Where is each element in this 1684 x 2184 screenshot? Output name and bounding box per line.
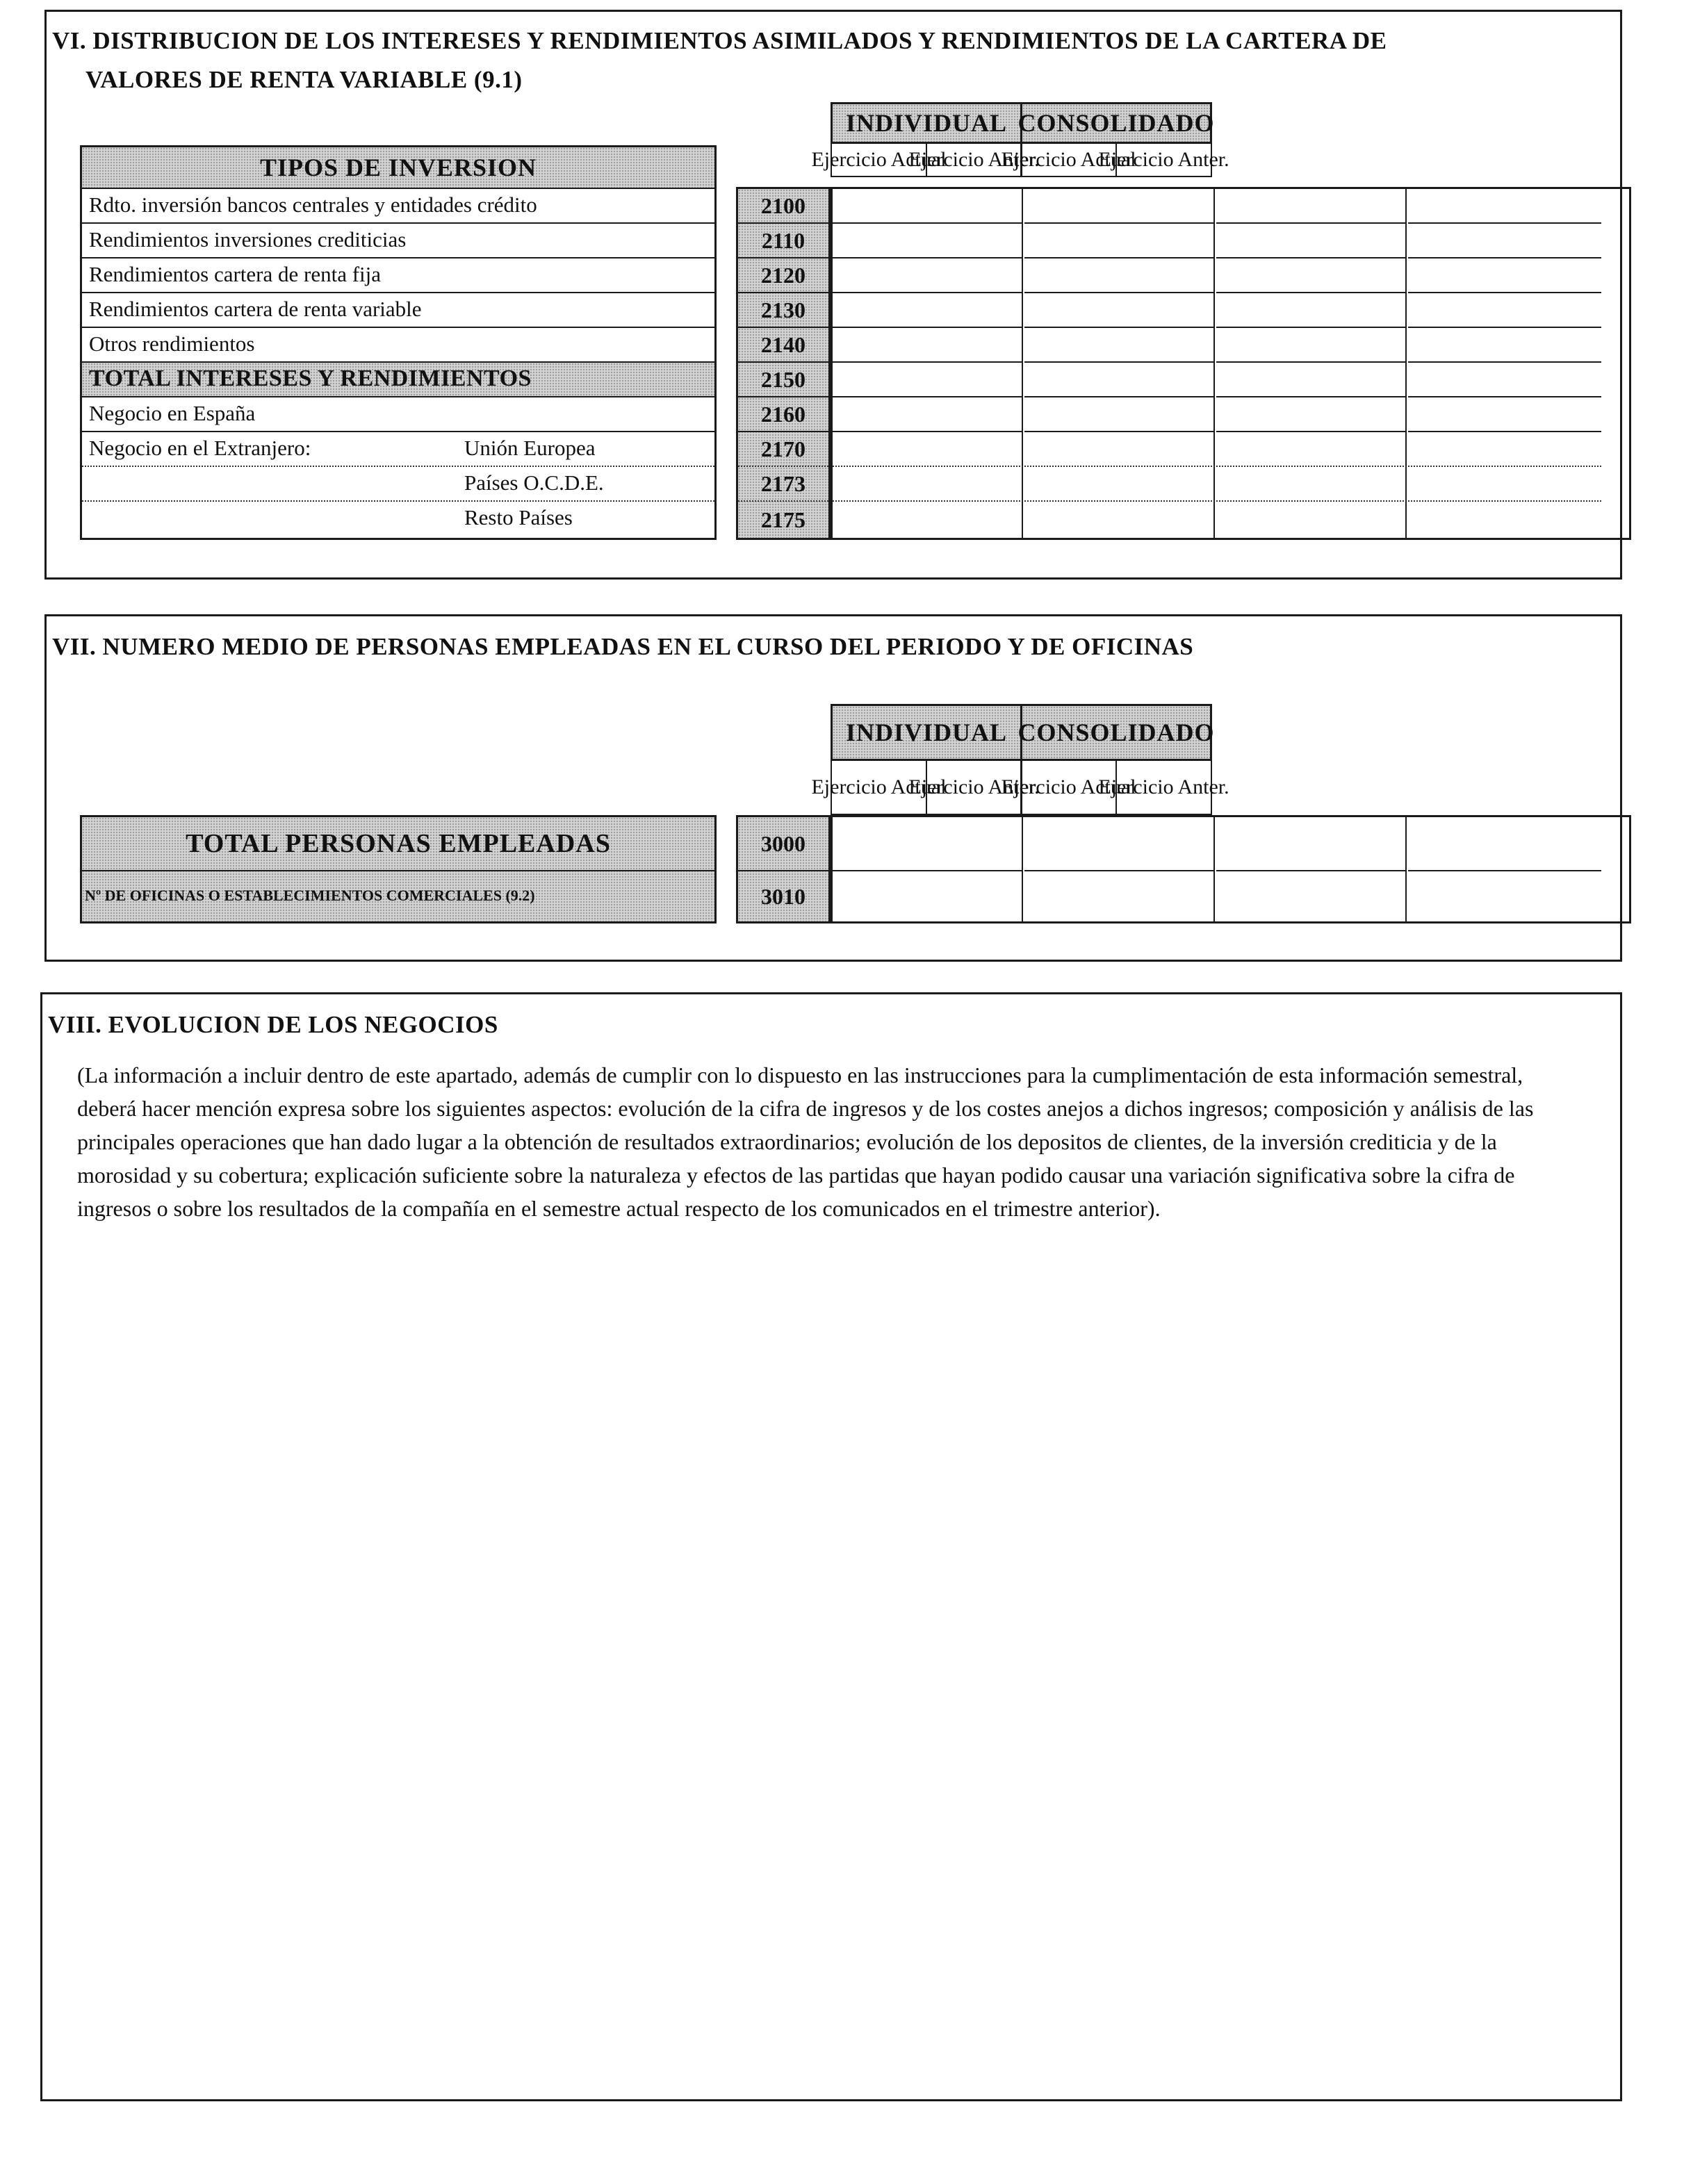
col-ejercicio-anterior-individual: Ejercicio Anter. — [926, 760, 1022, 815]
tipos-inversion-header: TIPOS DE INVERSION — [82, 147, 714, 189]
col-ejercicio-actual-consolidado: Ejercicio Actual — [1020, 142, 1117, 177]
section-vi-title-line2: VALORES DE RENTA VARIABLE (9.1) — [85, 66, 523, 93]
value-cell[interactable] — [1408, 328, 1601, 363]
code-2150: 2150 — [738, 363, 828, 397]
row-label-2175 — [82, 502, 714, 538]
value-cell[interactable] — [833, 817, 1023, 871]
value-cell[interactable] — [1216, 432, 1407, 467]
value-cell[interactable] — [1216, 293, 1407, 328]
value-cell[interactable] — [1408, 397, 1601, 432]
row-label-text: Nº DE OFICINAS O ESTABLECIMIENTOS COMERCIALES (9.2) — [85, 887, 535, 904]
tipos-inversion-table — [80, 145, 717, 540]
code-2160: 2160 — [738, 397, 828, 432]
row-label-3010 — [82, 871, 714, 921]
row-label-2140 — [82, 328, 714, 363]
row-label-2120 — [82, 258, 714, 293]
row-label-2130 — [82, 293, 714, 328]
value-cell[interactable] — [1408, 363, 1601, 397]
code-2170: 2170 — [738, 432, 828, 467]
value-cell[interactable] — [1216, 502, 1407, 538]
row-sub-label: Países O.C.D.E. — [464, 470, 604, 495]
col-ejercicio-actual-individual: Ejercicio Actual — [831, 760, 927, 815]
value-cell[interactable] — [833, 467, 1023, 502]
row-label-text: TOTAL PERSONAS EMPLEADAS — [186, 829, 611, 858]
row-label-2170 — [82, 432, 714, 467]
row-label-text: Otros rendimientos — [89, 331, 255, 356]
row-label-2110 — [82, 224, 714, 258]
section-viii-instructions: (La información a incluir dentro de este apartado, además de cumplir con lo dispuesto en las instrucciones para la cumplimentación de esta información semestral, deberá hacer mención expresa sobre los siguientes aspectos: evolución de la cifra de ingresos y de los costes anejos a dichos ingresos; composición y análisis de las principales operaciones que han dado lugar a la obtención de resultados extraordinarios; evolución de los depositos de clientes, de la inversión crediticia y de la morosidad y su cobertura; explicación suficiente sobre la naturaleza y efectos de las partidas que hayan podido causar una variación significativa sobre la cifra de ingresos o sobre los resultados de la compañía en el semestre actual respecto de los comunicados en el trimestre anterior). — [77, 1062, 1534, 1221]
section-vii — [44, 614, 1622, 962]
code-2175: 2175 — [761, 507, 806, 532]
value-cell[interactable] — [1408, 502, 1601, 538]
values-grid-vii — [831, 815, 1631, 923]
value-cell[interactable] — [1024, 224, 1215, 258]
value-cell[interactable] — [1216, 189, 1407, 224]
value-cell[interactable] — [833, 293, 1023, 328]
col-ejercicio-anterior-individual: Ejercicio Anter. — [926, 142, 1022, 177]
row-label-3000 — [82, 817, 714, 871]
value-cell[interactable] — [1408, 432, 1601, 467]
value-cell[interactable] — [833, 224, 1023, 258]
value-cell[interactable] — [1024, 397, 1215, 432]
value-cell[interactable] — [833, 397, 1023, 432]
value-cell[interactable] — [833, 258, 1023, 293]
row-label-2150 — [82, 363, 714, 397]
code-2110: 2110 — [738, 224, 828, 258]
value-cell[interactable] — [1024, 363, 1215, 397]
value-cell[interactable] — [1408, 817, 1601, 871]
value-cell[interactable] — [1216, 328, 1407, 363]
col-ejercicio-anterior-consolidado: Ejercicio Anter. — [1115, 142, 1212, 177]
value-cell[interactable] — [1408, 258, 1601, 293]
codes-column — [736, 187, 831, 540]
value-cell[interactable] — [833, 328, 1023, 363]
section-vi-title-line1: VI. DISTRIBUCION DE LOS INTERESES Y RENDIMIENTOS ASIMILADOS Y RENDIMIENTOS DE LA CARTERA DE — [52, 27, 1387, 54]
value-cell[interactable] — [1024, 258, 1215, 293]
row-label-2100 — [82, 189, 714, 224]
codes-column — [736, 815, 831, 923]
value-cell[interactable] — [1216, 258, 1407, 293]
value-cell[interactable] — [1024, 432, 1215, 467]
row-label-text: Rendimientos cartera de renta fija — [89, 262, 382, 286]
value-cell[interactable] — [1024, 871, 1215, 921]
value-cell[interactable] — [1216, 224, 1407, 258]
value-cell[interactable] — [1024, 817, 1215, 871]
row-label-text: TOTAL INTERESES Y RENDIMIENTOS — [89, 366, 532, 391]
value-cell[interactable] — [1216, 871, 1407, 921]
value-cell[interactable] — [1024, 502, 1215, 538]
header-individual: INDIVIDUAL — [831, 704, 1022, 761]
value-cell[interactable] — [1024, 293, 1215, 328]
value-cell[interactable] — [1216, 467, 1407, 502]
col-ejercicio-anterior-consolidado: Ejercicio Anter. — [1115, 760, 1212, 815]
row-label-text: Rendimientos cartera de renta variable — [89, 297, 422, 321]
personas-table — [80, 815, 717, 923]
section-vii-title: VII. NUMERO MEDIO DE PERSONAS EMPLEADAS EN EL CURSO DEL PERIODO Y DE OFICINAS — [52, 633, 1194, 660]
value-cell[interactable] — [1408, 189, 1601, 224]
value-cell[interactable] — [833, 502, 1023, 538]
row-label-text: Negocio en España — [89, 401, 256, 425]
code-3010: 3010 — [761, 883, 806, 909]
value-cell[interactable] — [833, 189, 1023, 224]
value-cell[interactable] — [1024, 328, 1215, 363]
code-2120: 2120 — [738, 258, 828, 293]
value-cell[interactable] — [1216, 397, 1407, 432]
code-2130: 2130 — [738, 293, 828, 328]
value-cell[interactable] — [1216, 817, 1407, 871]
code-2100: 2100 — [738, 189, 828, 224]
row-label-text: Negocio en el Extranjero: — [89, 436, 311, 460]
row-label-2173 — [82, 467, 714, 502]
row-sub-label: Unión Europea — [464, 436, 596, 460]
col-ejercicio-actual-consolidado: Ejercicio Actual — [1020, 760, 1117, 815]
code-2140: 2140 — [738, 328, 828, 363]
section-viii — [40, 992, 1622, 2101]
value-cell[interactable] — [1408, 467, 1601, 502]
value-cell[interactable] — [833, 871, 1023, 921]
value-cell[interactable] — [1024, 189, 1215, 224]
value-cell[interactable] — [833, 432, 1023, 467]
value-cell[interactable] — [1216, 363, 1407, 397]
row-label-text: Rendimientos inversiones crediticias — [89, 227, 407, 252]
header-consolidado: CONSOLIDADO — [1020, 704, 1212, 761]
values-grid-vi — [831, 187, 1631, 540]
row-label-2160 — [82, 397, 714, 432]
header-consolidado: CONSOLIDADO — [1020, 102, 1212, 144]
row-sub-label: Resto Países — [464, 505, 573, 529]
value-cell[interactable] — [833, 363, 1023, 397]
row-label-text: Rdto. inversión bancos centrales y entidades crédito — [89, 192, 537, 217]
section-viii-title: VIII. EVOLUCION DE LOS NEGOCIOS — [48, 1011, 498, 1038]
value-cell[interactable] — [1408, 871, 1601, 921]
header-individual: INDIVIDUAL — [831, 102, 1022, 144]
code-2173: 2173 — [738, 467, 828, 502]
section-vi — [44, 10, 1622, 580]
value-cell[interactable] — [1024, 467, 1215, 502]
col-ejercicio-actual-individual: Ejercicio Actual — [831, 142, 927, 177]
code-3000: 3000 — [738, 817, 828, 871]
value-cell[interactable] — [1408, 224, 1601, 258]
value-cell[interactable] — [1408, 293, 1601, 328]
